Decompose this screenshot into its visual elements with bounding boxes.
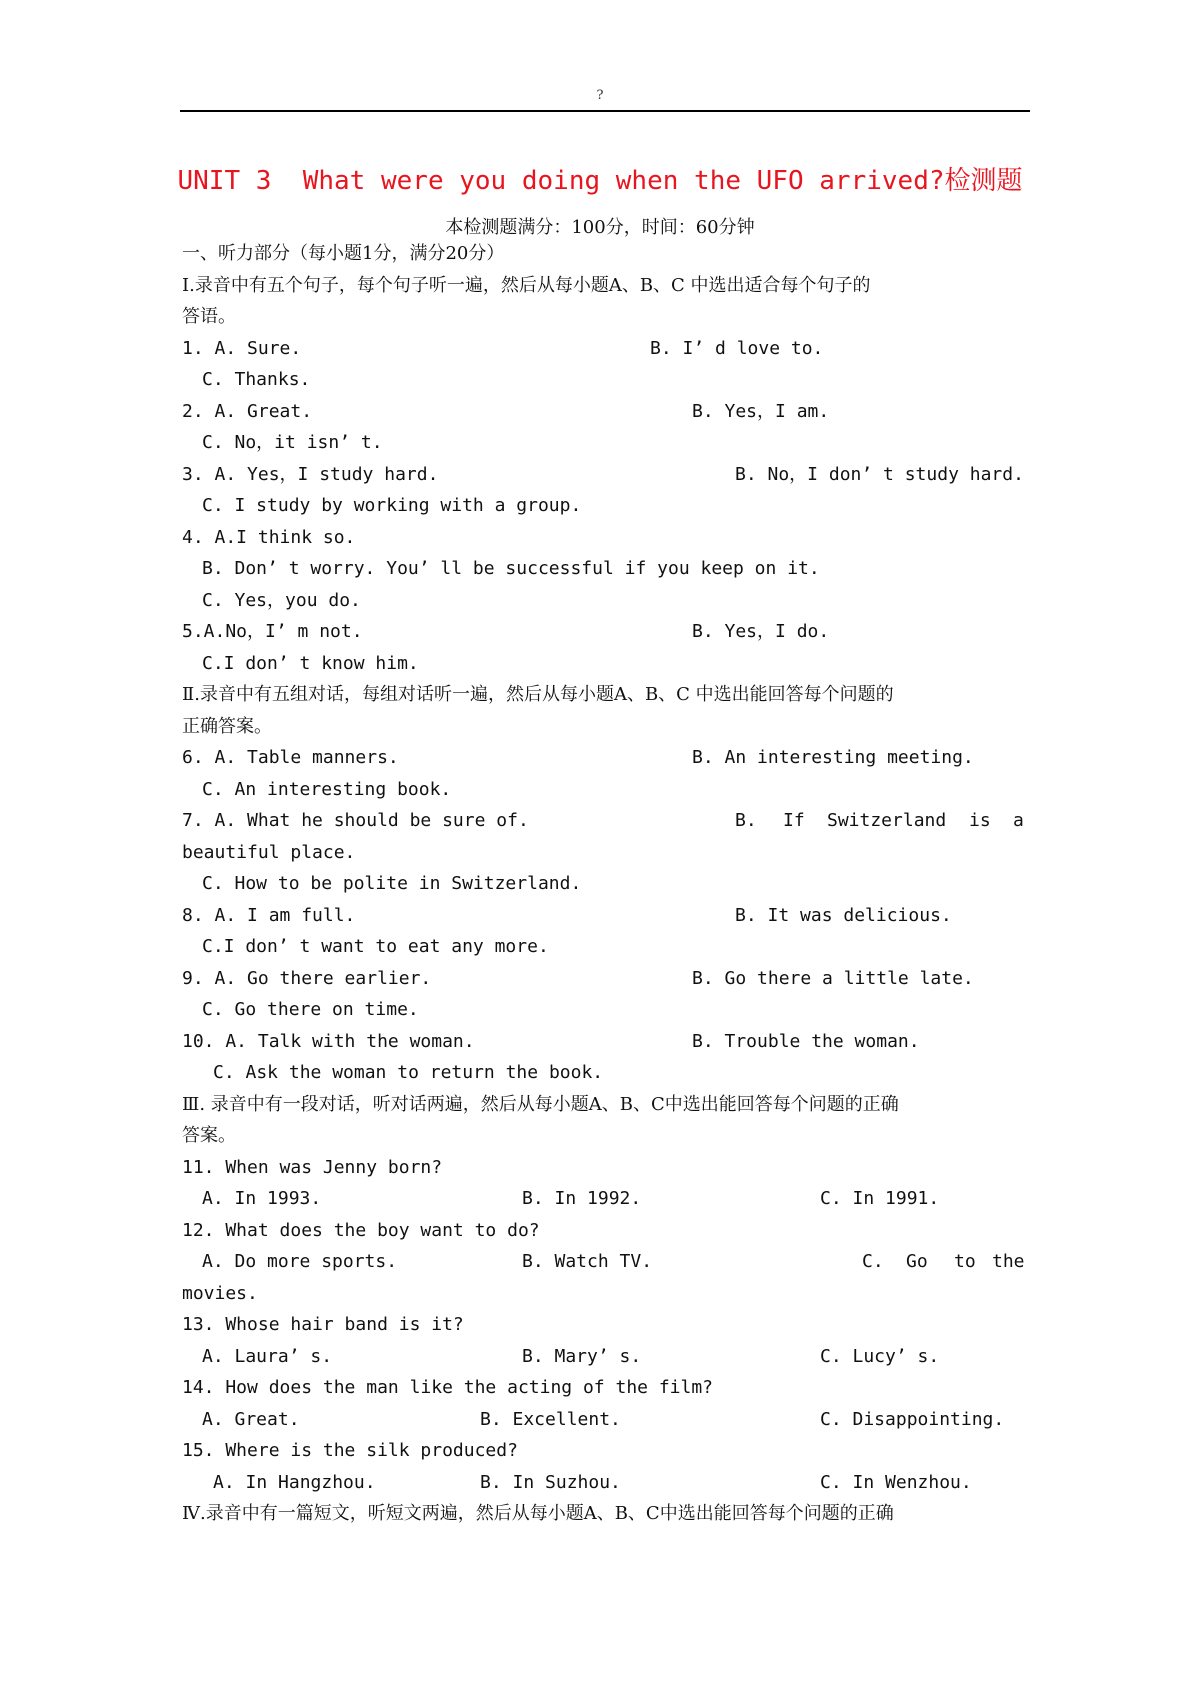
question-6 <box>182 742 1025 774</box>
q7-option-b-word: If <box>783 810 805 831</box>
question-11-options <box>182 1183 1025 1215</box>
q3-option-c: C. I study by working with a group. <box>202 495 582 516</box>
section-heading <box>182 238 1025 270</box>
question-13 <box>182 1309 1025 1341</box>
q13-stem: 13. Whose hair band is it? <box>182 1314 464 1335</box>
question-7-c <box>182 868 1025 900</box>
part3-instruction <box>182 1089 1025 1121</box>
question-2 <box>182 396 1025 428</box>
question-9-c <box>182 994 1025 1026</box>
q2-option-b: B. Yes，I am. <box>692 400 830 422</box>
q9-option-a: 9. A. Go there earlier. <box>182 967 432 989</box>
q11-option-c: C. In 1991. <box>820 1188 940 1209</box>
q5-option-a: 5.A.No，I’ m not. <box>182 621 363 642</box>
question-15 <box>182 1435 1025 1467</box>
question-12-c-cont <box>182 1278 1025 1310</box>
q1-option-b: B. I’ d love to. <box>650 337 824 359</box>
q5-option-c: C.I don’ t know him. <box>202 652 419 674</box>
question-4-b <box>182 553 1025 585</box>
q7-option-b-word: a <box>1013 810 1024 831</box>
q13-option-b: B. Mary’ s. <box>522 1345 642 1367</box>
question-15-options <box>182 1467 1025 1499</box>
question-6-c <box>182 774 1025 806</box>
question-9 <box>182 963 1025 995</box>
question-7-b-cont <box>182 837 1025 869</box>
q7-option-b-label: B. <box>735 810 757 831</box>
question-1 <box>182 333 1025 365</box>
part2-instr1: Ⅱ.录音中有五组对话，每组对话听一遍，然后从每小题A、B、C 中选出能回答每个问题的 <box>182 684 894 705</box>
section-heading-text: 一、听力部分（每小题1分，满分20分） <box>182 243 505 264</box>
q15-stem: 15. Where is the silk produced? <box>182 1440 518 1461</box>
q3-option-a: 3. A. Yes，I study hard. <box>182 463 439 485</box>
part4-instruction <box>182 1498 1025 1530</box>
q7-option-a: 7. A. What he should be sure of. <box>182 810 529 831</box>
q15-option-b: B. In Suzhou. <box>480 1471 621 1493</box>
q10-option-c: C. Ask the woman to return the book. <box>213 1062 604 1083</box>
q13-option-a: A. Laura’ s. <box>202 1345 333 1367</box>
q4-option-c: C. Yes，you do. <box>202 589 361 611</box>
q7-option-b-cont: beautiful place. <box>182 841 356 863</box>
question-5-c <box>182 648 1025 680</box>
q1-option-c: C. Thanks. <box>202 369 311 390</box>
q2-option-c: C. No，it isn’ t. <box>202 432 383 453</box>
header-mark: ? <box>596 88 604 103</box>
q15-option-c: C. In Wenzhou. <box>820 1471 972 1493</box>
question-12 <box>182 1215 1025 1247</box>
q12-option-b: B. Watch TV. <box>522 1251 653 1272</box>
question-3 <box>182 459 1025 491</box>
q12-option-a: A. Do more sports. <box>202 1251 398 1272</box>
q5-option-b: B. Yes，I do. <box>692 621 830 642</box>
q7-option-b-word: is <box>969 810 991 831</box>
q12-option-c-word: Go <box>906 1251 928 1272</box>
part1-instr1: Ⅰ.录音中有五个句子，每个句子听一遍，然后从每小题A、B、C 中选出适合每个句子的 <box>182 274 871 296</box>
q2-option-a: 2. A. Great. <box>182 400 313 422</box>
part3-instr2: 答案。 <box>182 1125 236 1146</box>
q12-option-c-cont: movies. <box>182 1282 258 1304</box>
q14-option-c: C. Disappointing. <box>820 1408 1005 1430</box>
question-1-c <box>182 364 1025 396</box>
question-8 <box>182 900 1025 932</box>
page-title: UNIT 3 What were you doing when the UFO arrived?检测题 <box>177 166 1023 196</box>
q13-option-c: C. Lucy’ s. <box>820 1345 940 1367</box>
q7-option-b-word: Switzerland <box>827 810 947 831</box>
header-rule <box>180 110 1030 112</box>
q11-stem: 11. When was Jenny born? <box>182 1156 443 1178</box>
q4-option-a: 4. A.I think so. <box>182 526 356 548</box>
question-10-c <box>182 1057 1025 1089</box>
question-3-c <box>182 490 1025 522</box>
q4-option-b: B. Don’ t worry. You’ ll be successful if you keep on it. <box>202 558 820 579</box>
q12-option-c-word: to <box>954 1251 976 1272</box>
part3-instr1: Ⅲ. 录音中有一段对话，听对话两遍，然后从每小题A、B、C中选出能回答每个问题的正确 <box>182 1093 899 1115</box>
q12-option-c-word: the <box>992 1251 1025 1272</box>
question-13-options <box>182 1341 1025 1373</box>
question-11 <box>182 1152 1025 1184</box>
q8-option-b: B. It was delicious. <box>735 904 952 926</box>
q15-option-a: A. In Hangzhou. <box>213 1471 376 1493</box>
q14-stem: 14. How does the man like the acting of the film? <box>182 1377 714 1398</box>
q1-option-a: 1. A. Sure. <box>182 337 302 359</box>
question-10 <box>182 1026 1025 1058</box>
q3-option-b: B. No，I don’ t study hard. <box>735 463 1024 485</box>
question-14 <box>182 1372 1025 1404</box>
q12-stem: 12. What does the boy want to do? <box>182 1219 540 1241</box>
q9-option-c: C. Go there on time. <box>202 999 419 1020</box>
q11-option-a: A. In 1993. <box>202 1188 322 1209</box>
exam-content <box>182 238 1025 1530</box>
part2-instr2: 正确答案。 <box>182 715 272 737</box>
question-8-c <box>182 931 1025 963</box>
page-subtitle: 本检测题满分：100分，时间：60分钟 <box>445 217 755 238</box>
part4-instr1: Ⅳ.录音中有一篇短文，听短文两遍，然后从每小题A、B、C中选出能回答每个问题的正确 <box>182 1503 894 1524</box>
q8-option-c: C.I don’ t want to eat any more. <box>202 936 549 957</box>
question-5 <box>182 616 1025 648</box>
question-2-c <box>182 427 1025 459</box>
question-14-options <box>182 1404 1025 1436</box>
q11-option-b: B. In 1992. <box>522 1188 642 1209</box>
question-7 <box>182 805 1025 837</box>
part2-instruction <box>182 679 1025 711</box>
part1-instruction <box>182 270 1025 302</box>
q9-option-b: B. Go there a little late. <box>692 967 974 989</box>
q6-option-b: B. An interesting meeting. <box>692 747 974 768</box>
q7-option-c: C. How to be polite in Switzerland. <box>202 873 582 894</box>
question-4 <box>182 522 1025 554</box>
q14-option-a: A. Great. <box>202 1408 300 1430</box>
q14-option-b: B. Excellent. <box>480 1408 621 1430</box>
q12-option-c-label: C. <box>862 1251 884 1272</box>
q6-option-c: C. An interesting book. <box>202 778 452 800</box>
question-4-c <box>182 585 1025 617</box>
part1-instruction-cont <box>182 301 1025 333</box>
question-12-options <box>182 1246 1025 1278</box>
part2-instruction-cont <box>182 711 1025 743</box>
q8-option-a: 8. A. I am full. <box>182 904 356 926</box>
q10-option-b: B. Trouble the woman. <box>692 1030 920 1052</box>
q6-option-a: 6. A. Table manners. <box>182 747 399 768</box>
part1-instr2: 答语。 <box>182 306 236 327</box>
part3-instruction-cont <box>182 1120 1025 1152</box>
q10-option-a: 10. A. Talk with the woman. <box>182 1030 475 1052</box>
